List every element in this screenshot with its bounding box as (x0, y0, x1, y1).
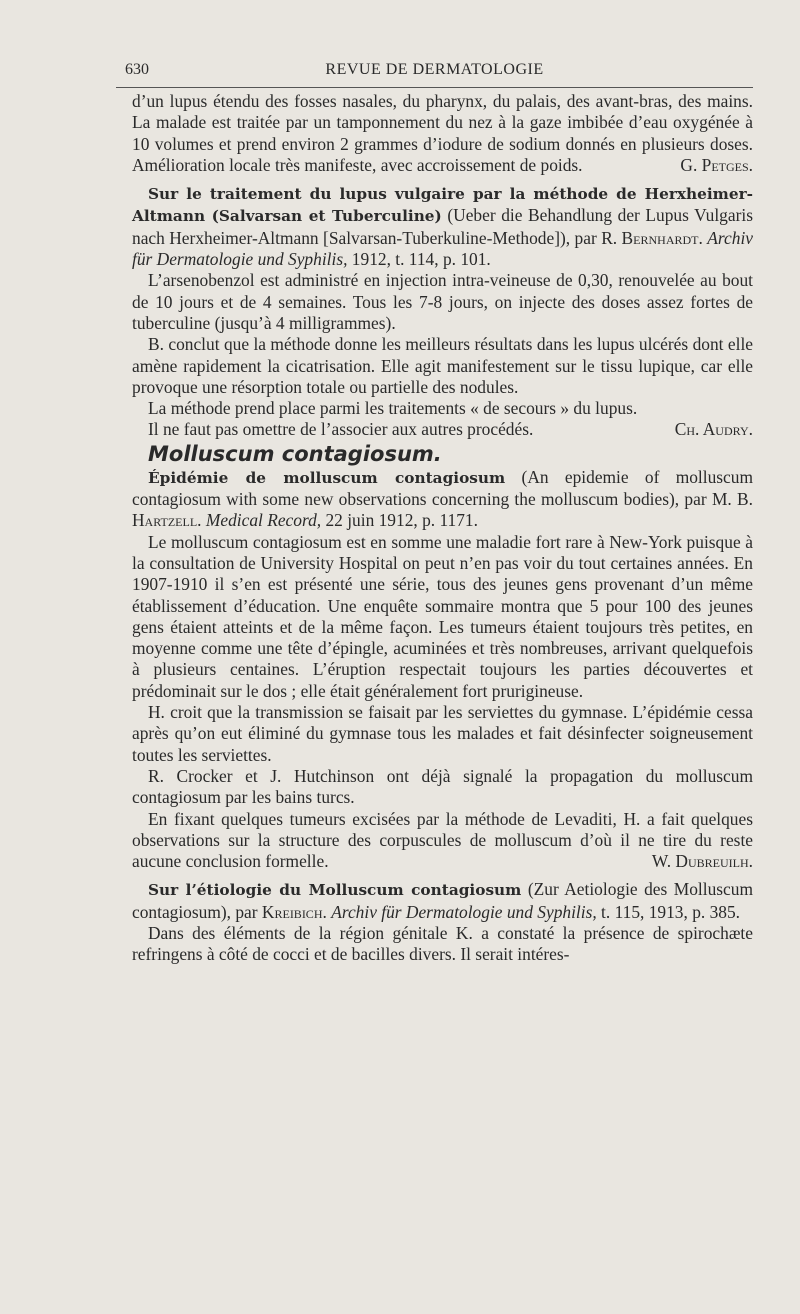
article-title-etiologie: Sur l’étiologie du Molluscum contagiosum (148, 881, 522, 900)
article-journal-etiologie: Archiv für Dermatologie und Syphilis, (331, 901, 597, 922)
paragraph-epidemie-4-text: En fixant quelques tumeurs excisées par la méthode de Levaditi, H. a fait quelques observations sur la structure des corpuscules de molluscum d’où il ne tire du reste aucune conclusion formelle. (132, 808, 753, 872)
signature-audry: Ch. Audry. (674, 419, 753, 440)
running-title: REVUE DE DERMATOLOGIE (325, 61, 544, 78)
paragraph-lupus-2: B. conclut que la méthode donne les meilleurs résultats dans les lupus ulcérés dont elle amène rapidement la cicatrisation. Elle agit manifestement sur le tissu lupique, car elle provoque une résorption totale ou partielle des nodules. (132, 334, 753, 397)
article-author-lupus: R. Bernhardt. (601, 227, 703, 248)
paragraph-epidemie-2: H. croit que la transmission se faisait par les serviettes du gymnase. L’épidémie cessa après qu’on eut éliminé du gymnase tous les malades et fait désinfecter soigneusement toutes les serviettes. (132, 702, 753, 765)
paragraph-lupus-1: L’arsenobenzol est administré en injection intra-veineuse de 0,30, renouvelée au bout de 10 jours et de 4 semaines. Tous les 7-8 jours, on injecte des doses assez fortes de tuberculine (jusqu’à 4 milligrammes). (132, 270, 753, 333)
article-heading-etiologie (132, 879, 753, 923)
article-heading-lupus (132, 183, 753, 270)
article-title-epidemie: Épidémie de molluscum contagiosum (148, 468, 506, 487)
article-heading-epidemie (132, 467, 753, 532)
section-title-molluscum: Molluscum contagiosum. (148, 441, 442, 466)
paragraph-text: d’un lupus étendu des fosses nasales, du pharynx, du palais, des avant-bras, des mains. La malade est traitée par un tamponnement du nez à la gaze imbibée d’eau oxygénée à 10 volumes et prend environ 2 grammes d’iodure de sodium donnés en plusieurs doses. Amélioration locale très manifeste, avec accroissement de poids. (132, 91, 753, 175)
body-text (132, 91, 753, 966)
signature-dubreuilh: W. Dubreuilh. (651, 851, 753, 872)
paragraph-epidemie-3: R. Crocker et J. Hutchinson ont déjà signalé la propagation du molluscum contagiosum par les bains turcs. (132, 765, 753, 808)
article-ref-tail-etiologie: t. 115, 1913, p. 385. (596, 901, 741, 922)
paragraph-epidemie-1: Le molluscum contagiosum est en somme une maladie fort rare à New-York puisque à la consultation de University Hospital on peut n’en pas voir du tout certaines années. En 1907-1910 il s’en est présenté une série, tous des jeunes gens provenant d’un même établissement d’éducation. Une enquête sommaire montra que 5 pour 100 des jeunes gens étaient atteints et de la même façon. Les tumeurs étaient toujours très petites, en moyenne comme une tête d’épingle, acuminées et très nombreuses, arrivant quelquefois à plusieurs centaines. L’éruption respectait toujours les parties découvertes et prédominait sur le dos ; elle était généralement fort prurigineuse. (132, 531, 753, 701)
article-journal-lupus: Archiv für Dermatologie und Syphilis, (132, 227, 753, 270)
article-ref-lupus: (Ueber die Behandlung der Lupus Vulgaris nach Herxheimer-Altmann [Salvarsan-Tuberkuline-Methode]), par (132, 205, 753, 248)
paragraph-lupus-3: La méthode prend place parmi les traitements « de secours » du lupus. (148, 398, 638, 419)
article-author-epidemie: M. B. Hartzell. (132, 489, 753, 531)
running-header (116, 55, 753, 88)
paragraph-etiologie-1: Dans des éléments de la région génitale K. a constaté la présence de spirochæte refringens à côté de cocci et de bacilles divers. Il serait intéres- (132, 922, 753, 965)
article-ref-etiologie: (Zur Aetiologie des Molluscum contagiosum), par (132, 879, 753, 922)
page-number: 630 (125, 61, 149, 78)
paragraph-lupus-4 (132, 419, 753, 440)
article-ref-tail-epidemie: 22 juin 1912, p. 1171. (321, 510, 478, 531)
paragraph-epidemie-4 (132, 809, 753, 873)
article-ref-tail-lupus: 1912, t. 114, p. 101. (347, 249, 491, 270)
article-title-lupus: Sur le traitement du lupus vulgaire par la méthode de Herxheimer-Altmann (Salvarsan et Tuberculine) (132, 185, 753, 226)
signature-petges: G. Petges. (680, 154, 753, 175)
article-ref-epidemie: (An epidemie of molluscum contagiosum with some new observations concerning the molluscum bodies), par (132, 466, 753, 510)
article-author-etiologie: Kreibich. (261, 901, 327, 922)
paragraph-lupus-4-text: Il ne faut pas omettre de l’associer aux autres procédés. (148, 419, 534, 440)
paragraph-continued (132, 91, 753, 176)
article-journal-epidemie: Medical Record, (205, 510, 322, 531)
